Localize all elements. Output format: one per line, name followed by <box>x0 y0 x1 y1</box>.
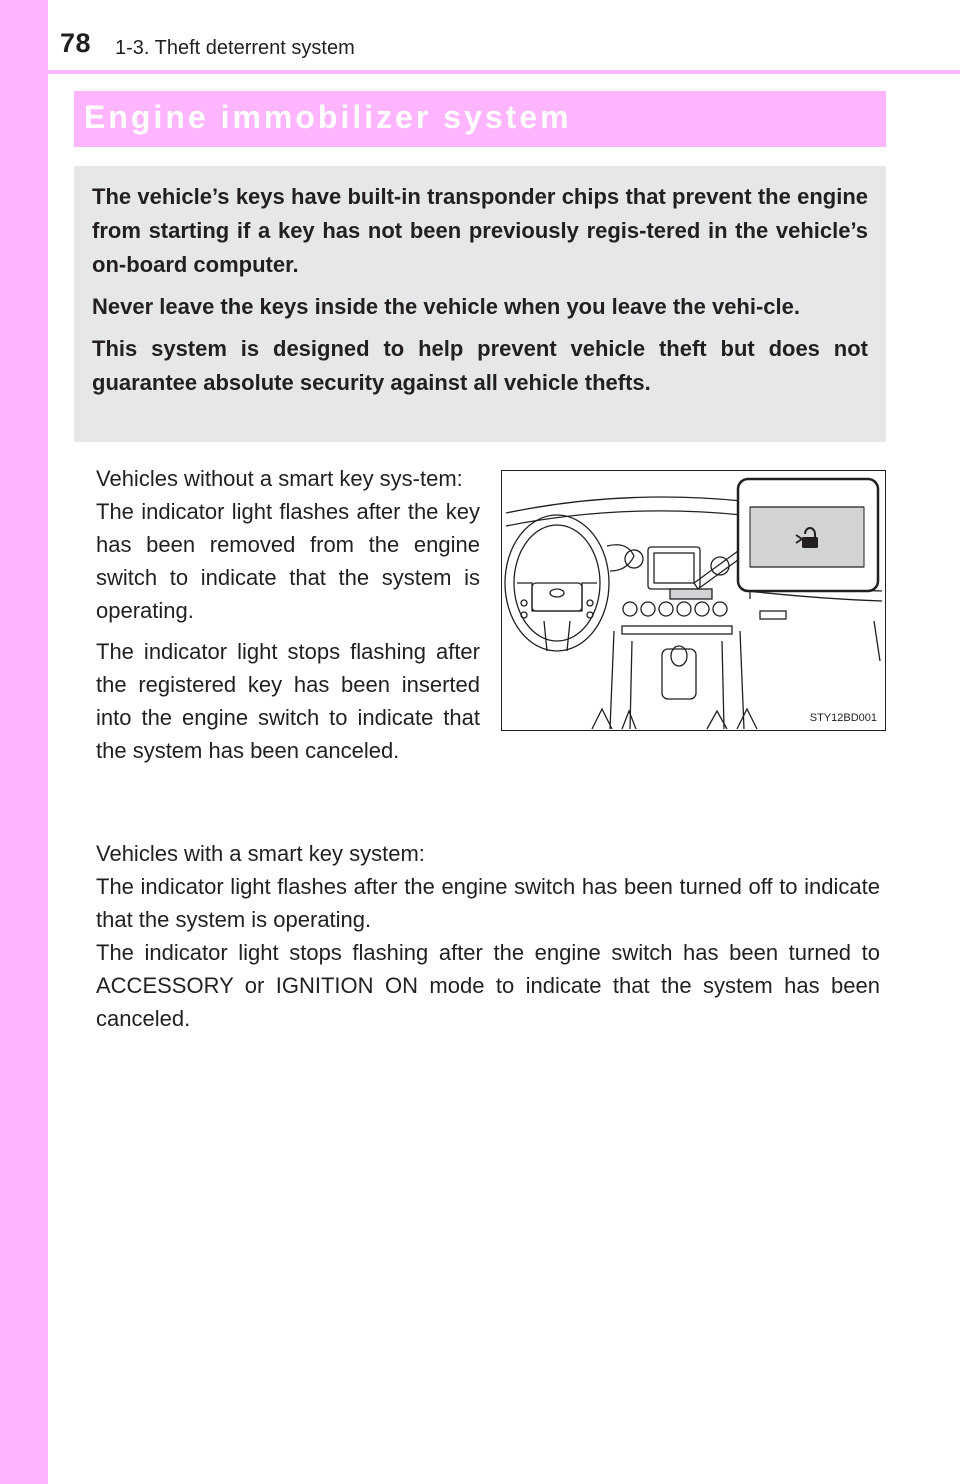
smart-key-section <box>96 837 880 1035</box>
no-smart-key-flash: The indicator light flashes after the key has been removed from the engine switch to indicate that the system is operating. <box>96 499 480 623</box>
page-number: 78 <box>60 28 92 58</box>
section-title: Engine immobilizer system <box>84 99 572 135</box>
smart-key-flash: The indicator light flashes after the engine switch has been turned off to indicate that the system is operating. <box>96 874 880 932</box>
no-smart-key-section <box>96 462 480 775</box>
no-smart-key-text <box>96 462 480 627</box>
figure-code: STY12BD001 <box>809 712 877 724</box>
smart-key-heading: Vehicles with a smart key system: <box>96 841 425 866</box>
intro-paragraph: The vehicle’s keys have built-in transponder chips that prevent the engine from starting if a key has not been previously regis-tered in the vehicle’s on-board computer. <box>92 184 868 277</box>
dashboard-drawing <box>502 471 886 731</box>
header-rule <box>48 70 960 74</box>
intro-paragraph: This system is designed to help prevent vehicle theft but does not guarantee absolute security against all vehicle thefts. <box>92 336 868 395</box>
side-strip <box>0 0 48 1484</box>
no-smart-key-heading: Vehicles without a smart key sys-tem: <box>96 466 463 491</box>
intro-box <box>74 166 886 442</box>
chapter-title: 1-3. Theft deterrent system <box>115 37 355 59</box>
dashboard-illustration <box>501 470 886 731</box>
no-smart-key-stop: The indicator light stops flashing after the registered key has been inserted into the engine switch to indicate that the system has been canceled. <box>96 639 480 763</box>
smart-key-stop: The indicator light stops flashing after the engine switch has been turned to ACCESSORY or IGNITION ON mode to indicate that the system has been canceled. <box>96 940 880 1031</box>
intro-paragraph: Never leave the keys inside the vehicle when you leave the vehi-cle. <box>92 294 800 319</box>
